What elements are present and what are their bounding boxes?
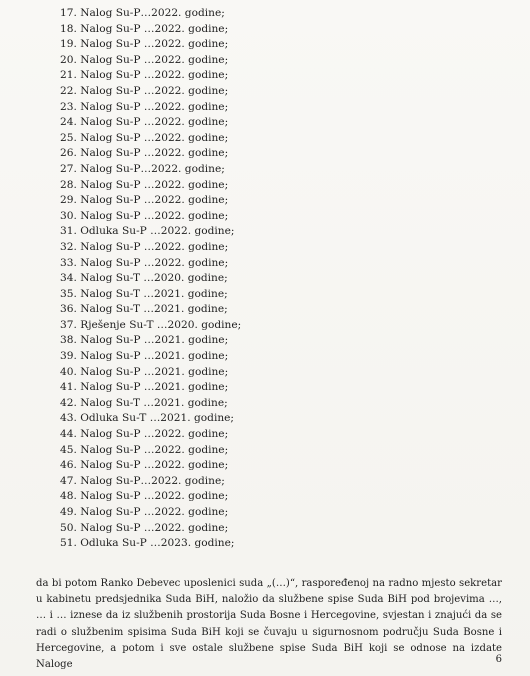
case-list	[60, 6, 241, 552]
list-item: 31. Odluka Su-P …2022. godine;	[60, 225, 235, 238]
list-item: 45. Nalog Su-P …2022. godine;	[60, 443, 229, 456]
page-number: 6	[495, 654, 502, 665]
list-item: 48. Nalog Su-P …2022. godine;	[60, 490, 229, 503]
list-item: 39. Nalog Su-P …2021. godine;	[60, 350, 229, 363]
list-item: 50. Nalog Su-P …2022. godine;	[60, 521, 229, 534]
list-item: 40. Nalog Su-P …2021. godine;	[60, 365, 229, 378]
list-item: 43. Odluka Su-T …2021. godine;	[60, 412, 234, 425]
list-item: 18. Nalog Su-P …2022. godine;	[60, 22, 229, 35]
list-item: 32. Nalog Su-P …2022. godine;	[60, 240, 229, 253]
list-item: 27. Nalog Su-P…2022. godine;	[60, 162, 225, 175]
list-item: 37. Rješenje Su-T …2020. godine;	[60, 318, 242, 331]
list-item: 44. Nalog Su-P …2022. godine;	[60, 428, 229, 441]
list-item: 23. Nalog Su-P …2022. godine;	[60, 100, 229, 113]
list-item: 24. Nalog Su-P …2022. godine;	[60, 116, 229, 129]
list-item: 20. Nalog Su-P …2022. godine;	[60, 53, 229, 66]
list-item: 38. Nalog Su-P …2021. godine;	[60, 334, 229, 347]
list-item: 51. Odluka Su-P …2023. godine;	[60, 537, 235, 550]
list-item: 30. Nalog Su-P …2022. godine;	[60, 209, 229, 222]
list-item: 26. Nalog Su-P …2022. godine;	[60, 147, 229, 160]
list-item: 41. Nalog Su-P …2021. godine;	[60, 381, 229, 394]
body-paragraph: da bi potom Ranko Debevec uposlenici suda „(…)“, raspoređenoj na radno mjesto sekretar u kabinetu predsjednika Suda BiH, naložio da službene spise Suda BiH pod brojevima …, … i … iznese da iz službenih prostorija Suda Bosne i Hercegovine, svjestan i znajući da se radi o službenim spisima Suda BiH koji se čuvaju u sigurnosnom području Suda Bosne i Hercegovine, a potom i sve ostale službene spise Suda BiH koji se odnose na izdate Naloge	[36, 578, 502, 671]
list-item: 34. Nalog Su-T …2020. godine;	[60, 272, 228, 285]
list-item: 35. Nalog Su-T …2021. godine;	[60, 287, 228, 300]
list-item: 19. Nalog Su-P …2022. godine;	[60, 38, 229, 51]
list-item: 29. Nalog Su-P …2022. godine;	[60, 194, 229, 207]
list-item: 49. Nalog Su-P …2022. godine;	[60, 506, 229, 518]
list-item: 28. Nalog Su-P …2022. godine;	[60, 178, 229, 191]
list-item: 42. Nalog Su-T …2021. godine;	[60, 396, 228, 409]
list-item: 22. Nalog Su-P …2022. godine;	[60, 84, 229, 97]
list-item: 17. Nalog Su-P…2022. godine;	[60, 7, 225, 19]
list-item: 33. Nalog Su-P …2022. godine;	[60, 256, 229, 269]
list-item: 36. Nalog Su-T …2021. godine;	[60, 303, 228, 316]
list-item: 46. Nalog Su-P …2022. godine;	[60, 459, 229, 472]
list-item: 25. Nalog Su-P …2022. godine;	[60, 131, 229, 144]
list-item: 21. Nalog Su-P …2022. godine;	[60, 69, 229, 82]
list-item: 47. Nalog Su-P…2022. godine;	[60, 474, 225, 487]
